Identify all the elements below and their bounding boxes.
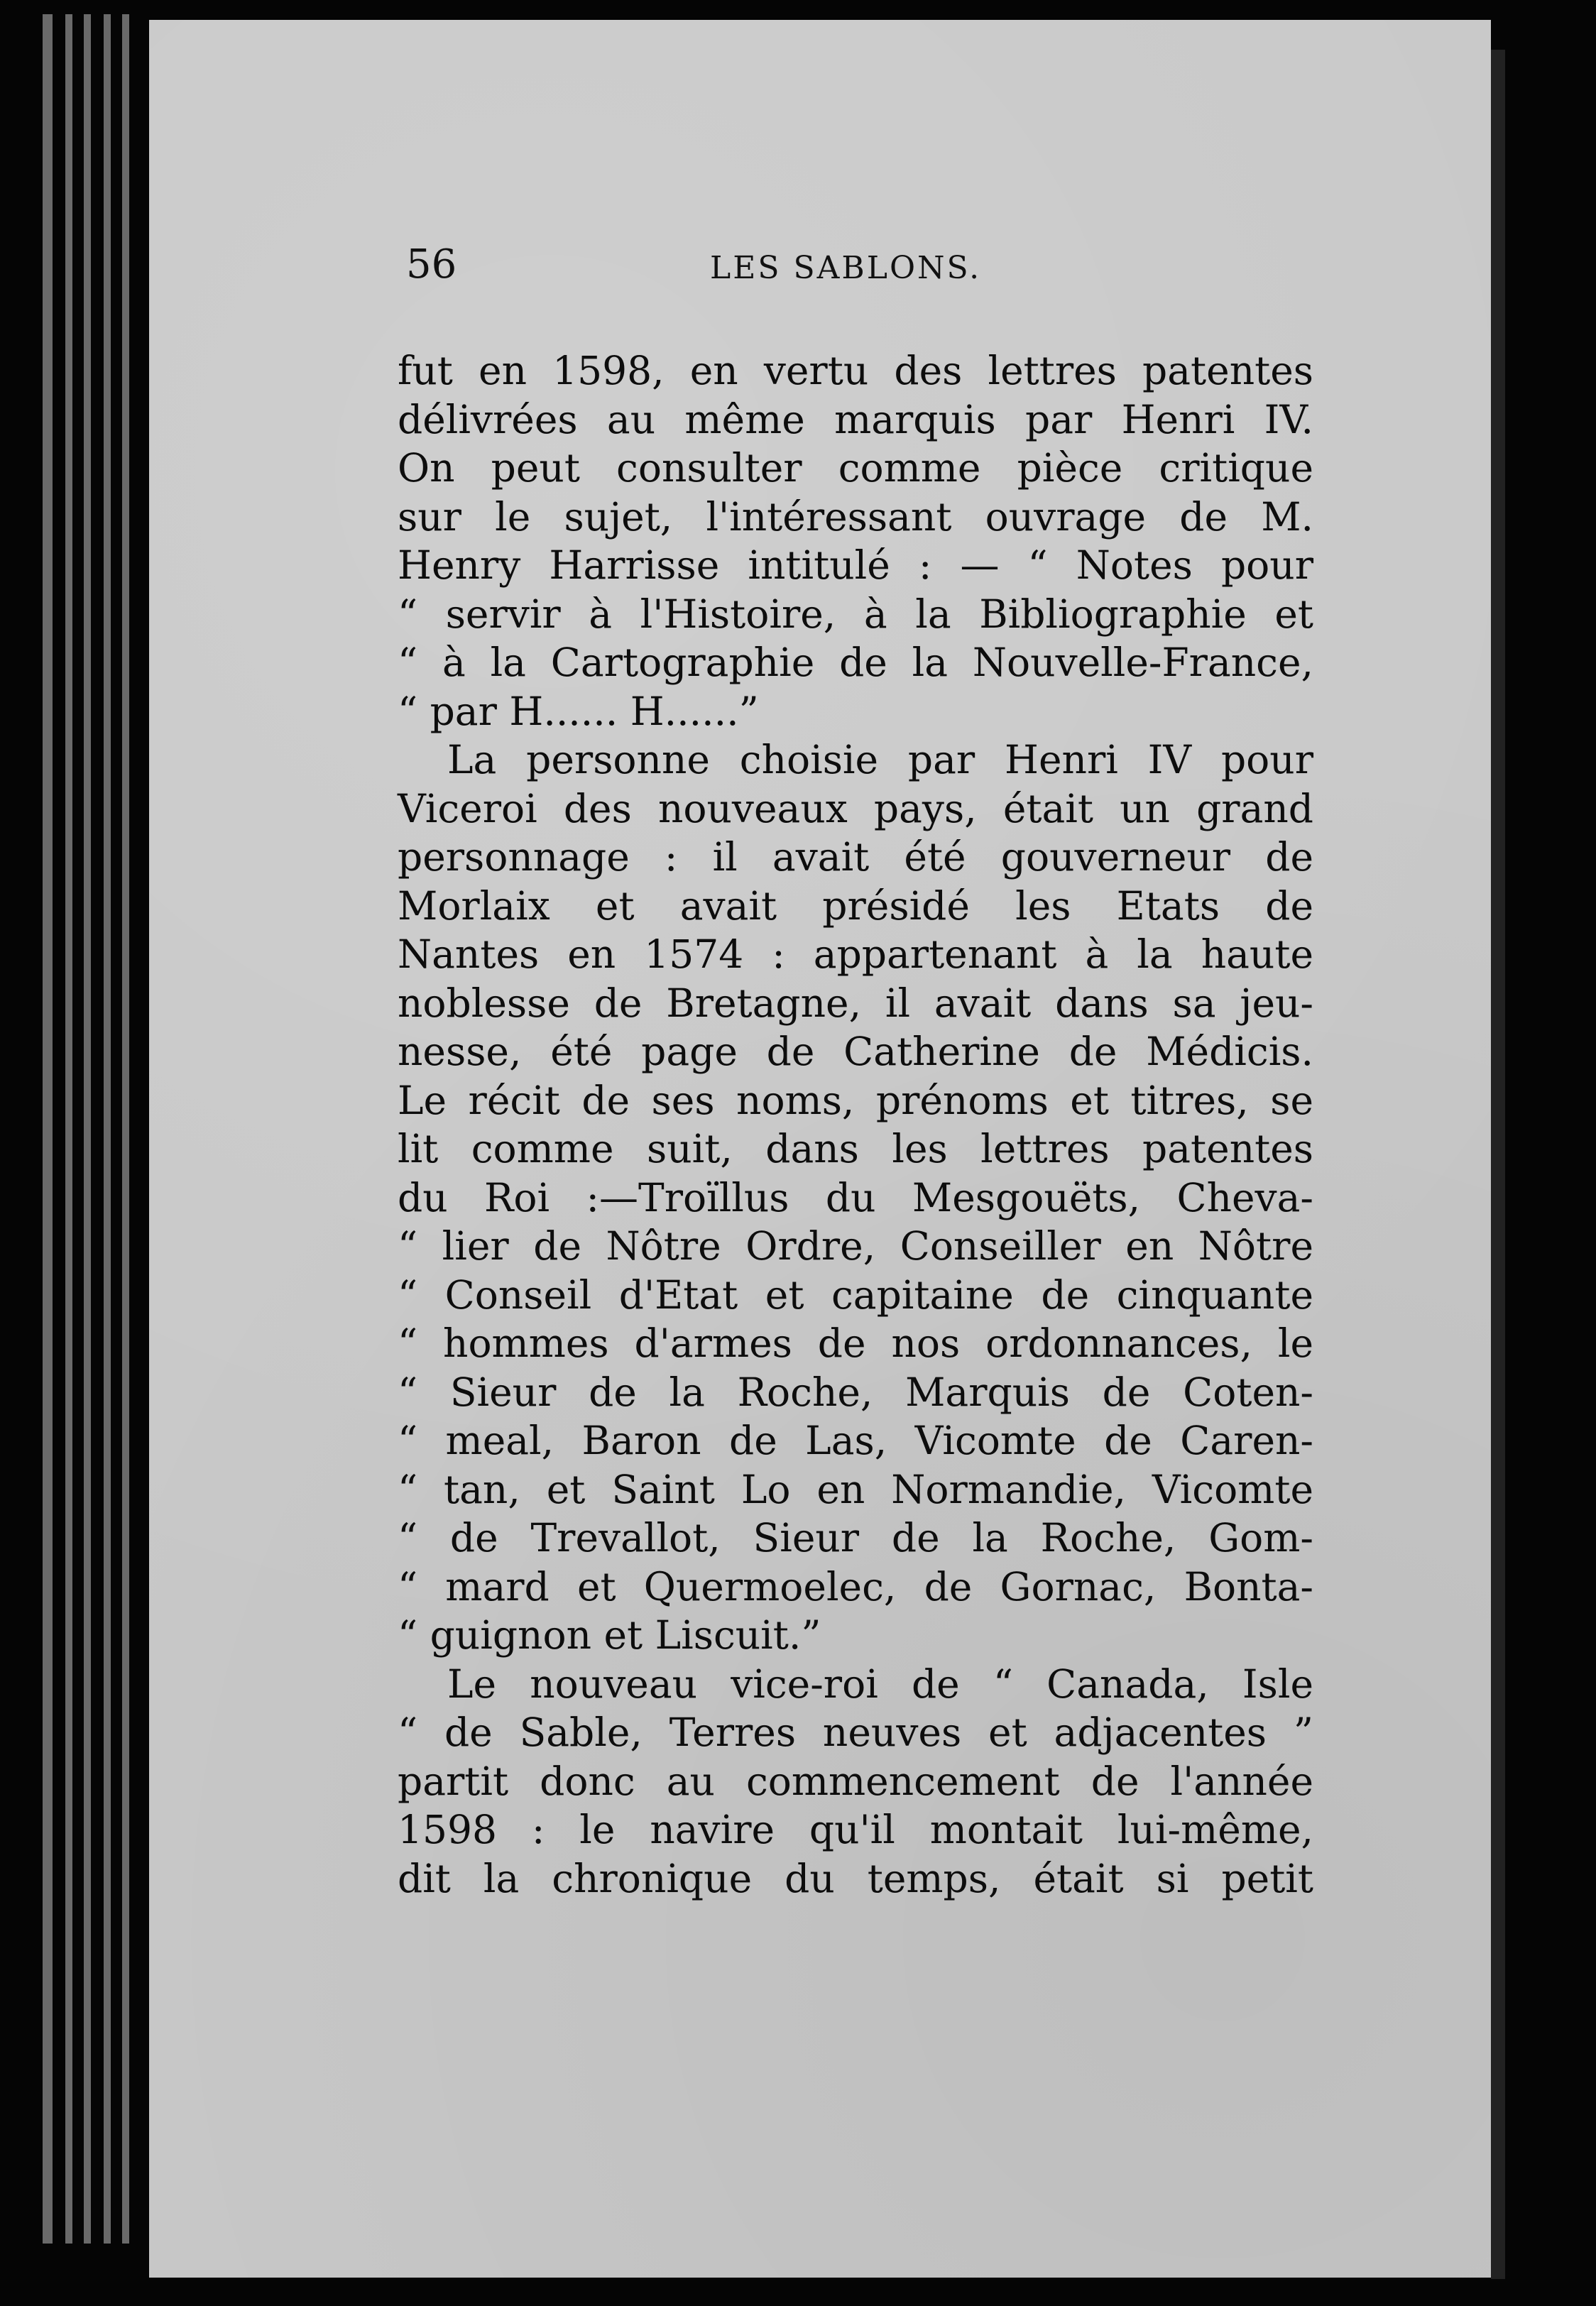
text-line: “ meal, Baron de Las, Vicomte de Caren- [398, 1418, 1313, 1463]
text-line: “ par H...... H......” [398, 688, 759, 734]
text-line: dit la chronique du temps, était si petit [398, 1855, 1313, 1901]
text-line: “ de Sable, Terres neuves et adjacentes ” [398, 1710, 1313, 1755]
text-line: Nantes en 1574 : appartenant à la haute [398, 931, 1313, 977]
text-line: Le récit de ses noms, prénoms et titres, se [398, 1077, 1313, 1123]
text-line: délivrées au même marquis par Henri IV. [398, 396, 1313, 442]
book-gutter [1491, 50, 1505, 2279]
text-line: La personne choisie par Henri IV pour [447, 737, 1313, 782]
text-line: “ hommes d'armes de nos ordonnances, le [398, 1321, 1313, 1366]
text-line: “ à la Cartographie de la Nouvelle-France, [398, 640, 1313, 685]
text-line: “ Sieur de la Roche, Marquis de Coten- [398, 1369, 1313, 1415]
text-line: du Roi :—Troïllus du Mesgouëts, Cheva- [398, 1174, 1313, 1220]
text-line: noblesse de Bretagne, il avait dans sa jeu- [398, 980, 1313, 1026]
text-line: personnage : il avait été gouverneur de [398, 834, 1313, 880]
text-line: “ guignon et Liscuit.” [398, 1612, 821, 1658]
text-line: Le nouveau vice-roi de “ Canada, Isle [447, 1661, 1313, 1707]
page-edge [84, 14, 91, 2244]
text-line: fut en 1598, en vertu des lettres patentes [398, 348, 1313, 393]
body-text [398, 346, 1313, 1903]
page-edge [65, 14, 72, 2244]
text-line: lit comme suit, dans les lettres patentes [398, 1126, 1313, 1171]
text-line: Henry Harrisse intitulé : — “ Notes pour [398, 542, 1313, 588]
text-line: “ Conseil d'Etat et capitaine de cinquante [398, 1272, 1313, 1318]
text-line: Viceroi des nouveaux pays, était un grand [398, 785, 1313, 831]
running-title: LES SABLONS. [710, 250, 982, 286]
page-number: 56 [406, 241, 457, 288]
text-line: “ tan, et Saint Lo en Normandie, Vicomte [398, 1466, 1313, 1512]
page-edge [104, 14, 111, 2244]
text-line: partit donc au commencement de l'année [398, 1758, 1313, 1804]
text-line: 1598 : le navire qu'il montait lui-même, [398, 1807, 1313, 1852]
text-line: “ de Trevallot, Sieur de la Roche, Gom- [398, 1515, 1313, 1561]
text-line: “ mard et Quermoelec, de Gornac, Bonta- [398, 1563, 1313, 1610]
text-line: sur le sujet, l'intéressant ouvrage de M. [398, 493, 1313, 540]
text-line: nesse, été page de Catherine de Médicis. [398, 1029, 1313, 1074]
text-line: Morlaix et avait présidé les Etats de [398, 882, 1313, 929]
page-edge [122, 14, 129, 2244]
text-line: “ lier de Nôtre Ordre, Conseiller en Nôtre [398, 1223, 1313, 1269]
page-edge [43, 14, 53, 2244]
text-line: “ servir à l'Histoire, à la Bibliographie et [398, 591, 1313, 637]
text-line: On peut consulter comme pièce critique [398, 445, 1313, 491]
